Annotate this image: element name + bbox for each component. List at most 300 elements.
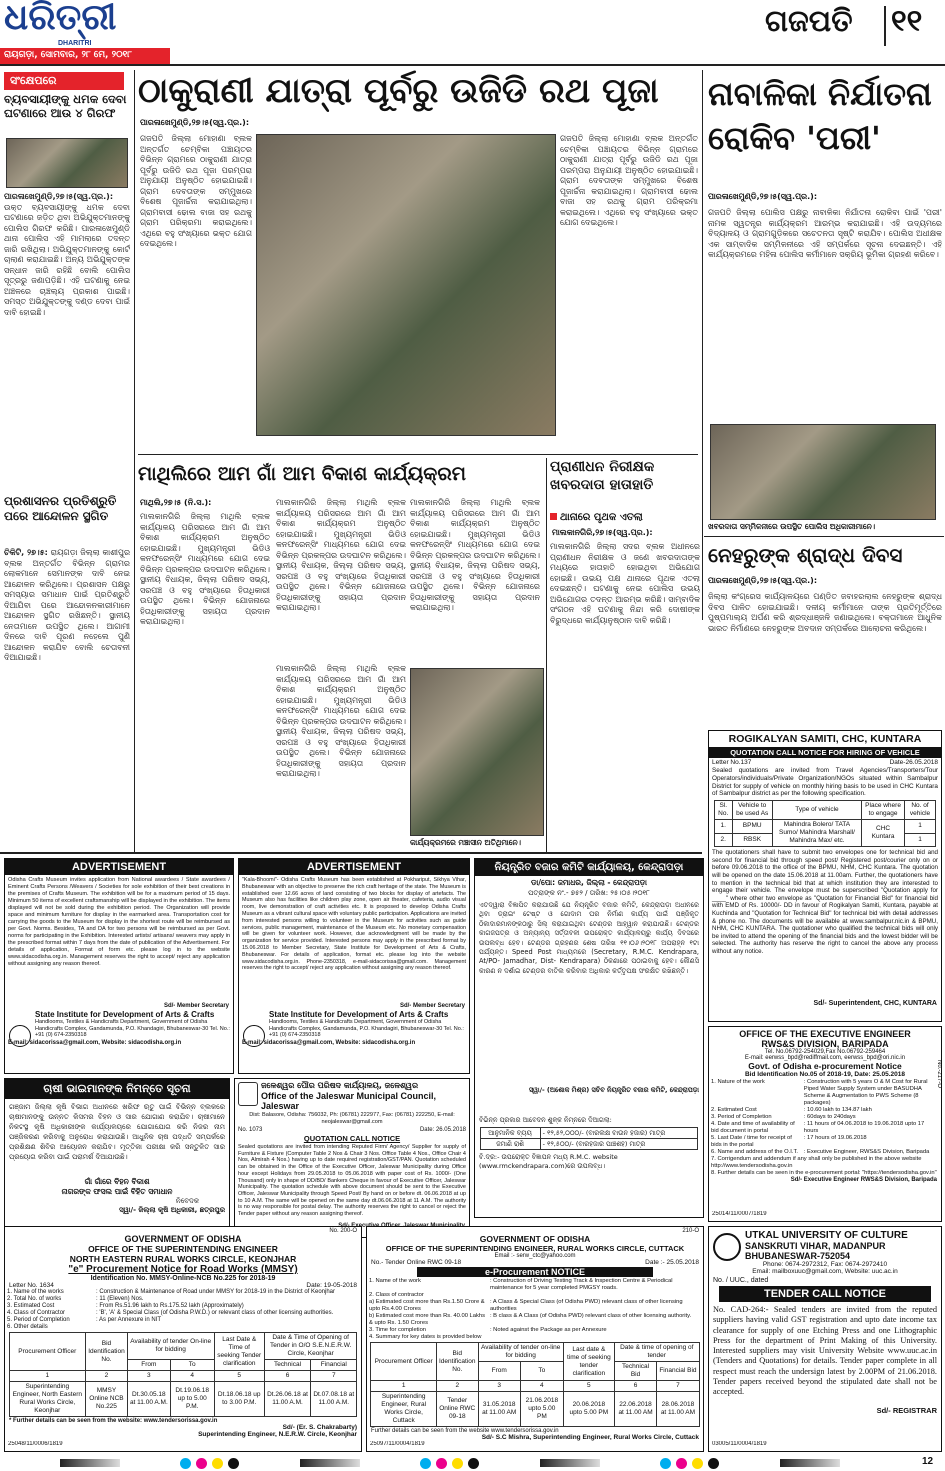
black-registration-dot xyxy=(468,1458,479,1469)
ad-utkal-phone: Phone: 0674-2972312, Fax: 0674-2972410 xyxy=(762,1261,888,1268)
mathili-body-col2: ମାଲକାନଗିରି ଜିଲ୍ଲା ମାଥିଲି ବ୍ଲକ କାର୍ଯ୍ୟାଳୟ ପରିସରରେ ଆମ ଗାଁ ଆମ ବିକାଶ କାର୍ଯ୍ୟକ୍ରମ ଅନୁଷ୍ଠିତ ହୋଇଯାଇଛି। ମୁଖ୍ୟମନ୍ତ୍ରୀ ଭିଡିଓ କନଫରେନ୍ସିଂ ମାଧ୍ୟମରେ ଯୋଗ ଦେଇ ବିଭିନ୍ନ ପ୍ରକଳ୍ପର ଉଦଘାଟନ କରିଥିଲେ। ସ୍ଥାନୀୟ ବିଧାୟକ, ଜିଲ୍ଲା ପରିଷଦ ସଭ୍ୟ, ସରପଞ୍ଚ ଓ ବହୁ ସଂଖ୍ୟାରେ ହିତାଧିକାରୀ ଉପସ୍ଥିତ ଥିଲେ। ବିଭିନ୍ନ ଯୋଜନାରେ ହିତାଧିକାରୀଙ୍କୁ ସହାୟତା ପ୍ରଦାନ କରାଯାଇଥିଲା। xyxy=(276,498,406,612)
table-cell: 1 xyxy=(904,833,936,847)
pranidhan-body: ମାଲକାନଗିରି ଜିଲ୍ଲା ସଦର ବ୍ଲକ ଅଧୀନରେ ପ୍ରାଣୀଧନ ନିରୀକ୍ଷକ ଓ ଜଣେ ଖବରଦାତାଙ୍କ ମଧ୍ୟରେ ହାତାହାତି ହୋଇଥିବା ଅଭିଯୋଗ ହୋଇଛି। ଉଭୟ ପକ୍ଷ ଥାନାରେ ପୃଥକ ଏତଲା ଦେଇଛନ୍ତି। ଘଟଣାକୁ ନେଇ ପୋଲିସ ଉଭୟ ଅଭିଯୋଗର ତଦନ୍ତ ଆରମ୍ଭ କରିଛି। ସାମ୍ବାଦିକ ସଂଗଠନ ଏହି ଘଟଣାକୁ ନିନ୍ଦା କରି ଦୋଷୀଙ୍କ ବିରୁଦ୍ଧରେ କାର୍ଯ୍ୟାନୁଷ୍ଠାନ ଦାବି କରିଛି। xyxy=(550,542,700,625)
table-cell: 1 xyxy=(904,820,936,834)
table-row xyxy=(709,1135,941,1149)
ad-keonjhar-refline xyxy=(5,1282,361,1289)
ad-keonjhar xyxy=(4,1226,362,1452)
ad-rwss xyxy=(708,1026,942,1222)
table-row xyxy=(480,1128,698,1139)
column-header: Last date & time of seeking tender clarification xyxy=(563,1343,614,1381)
table-cell: 5. Period of Completion xyxy=(7,1317,70,1323)
university-emblem-icon xyxy=(713,1233,741,1261)
ad-cuttack-details xyxy=(367,1278,703,1341)
column-header: Technical Bid xyxy=(614,1362,656,1381)
ad-jaleswar-title-or: ଜଳେଶ୍ୱର ପୌର ପରିଷଦ କାର୍ଯ୍ୟାଳୟ, ଜଳେଶ୍ୱର xyxy=(261,1081,419,1090)
column-header: Technical xyxy=(264,1360,310,1371)
ad-crafts-1-org: State Institute for Development of Arts & Crafts xyxy=(35,1010,215,1019)
yellow-registration-dot xyxy=(452,1458,463,1469)
table-cell: : 'B', 'A' & Special Class (of Odisha P.W.D.) or relevant class of other licensing authorities. xyxy=(96,1310,334,1316)
prashasana-dateline: ଚିକିଟି, ୨୭।୫: xyxy=(4,548,48,557)
magenta-registration-dot xyxy=(436,1458,447,1469)
prashasana-text: ରାୟଗଡ଼ା ଜିଲ୍ଲା କାଶୀପୁର ବ୍ଲକ ଅନ୍ତର୍ଗତ ବିଭିନ୍ନ ଗ୍ରାମର ଲୋକମାନେ ସେମାନଙ୍କ ଦାବି ନେଇ ଆନ୍ଦୋଳନ କରିଥିଲେ। ପ୍ରଶାସନ ପକ୍ଷରୁ ସମସ୍ୟାର ସମାଧାନ ପାଇଁ ପ୍ରତିଶ୍ରୁତି ଦିଆଯିବା ପରେ ଆନ୍ଦୋଳନକାରୀମାନେ ଆନ୍ଦୋଳନ ସ୍ଥଗିତ ରଖିଛନ୍ତି। ସ୍ଥାନୀୟ ନେତାମାନେ ଉପସ୍ଥିତ ଥିଲେ। ଆଗାମୀ ଦିନରେ ଦାବି ପୂରଣ ନହେଲେ ପୁଣି ଆନ୍ଦୋଳନ କରାଯିବ ବୋଲି ଚେତାବନୀ ଦିଆଯାଇଛି। xyxy=(4,548,130,662)
table-row xyxy=(9,1382,357,1417)
ad-crafts-1-org-sub: Handlooms, Textiles & Handicrafts Department, Government of Odisha Handicrafts Complex, Gandamunda, P.O. Khandagiri, Bhubaneswar-30 Tel. No.: +91 (0) 674-2350318 xyxy=(35,1019,230,1038)
table-row xyxy=(5,1324,361,1331)
page-number-bottom: 12 xyxy=(922,1456,934,1467)
black-registration-dot xyxy=(228,1458,239,1469)
page-number-top: ୧୧ xyxy=(891,4,923,39)
thakurani-body-col2: ଗଜପତି ଜିଲ୍ଲା ମୋହାଣା ବ୍ଲକ ଅନ୍ତର୍ଗତ ଚେମ୍ବିକା ପଞ୍ଚାୟତର ବିଭିନ୍ନ ଗ୍ରାମରେ ଠାକୁରାଣୀ ଯାତ୍ରା ପୂର୍ବରୁ ଉଜିଡି ରଥ ପୂଜା ପରମ୍ପରା ଅନୁଯାୟୀ ଅନୁଷ୍ଠିତ ହୋଇଯାଇଛି। ଗ୍ରାମ ଦେବତାଙ୍କ ସମ୍ମୁଖରେ ବିଶେଷ ପୂଜାର୍ଚ୍ଚନା କରାଯାଇଥିଲା। ଗ୍ରାମବାସୀ ଢୋଲ ବାଜା ସହ ରଥକୁ ଗ୍ରାମ ପରିକ୍ରମା କରାଇଥିଲେ। ଏଥିରେ ବହୁ ସଂଖ୍ୟାରେ ଭକ୍ତ ଯୋଗ ଦେଇଥିଲେ। xyxy=(560,134,698,227)
ad-jaleswar-body: Sealed quotations are invited from intending Reputed Firm/ Agency/ Supplier for supply of Furniture & Fixture (Computer Table 2 Nos & Chair 3 Nos. Office Table 4 Nos., Office Chair 4 Nos, Almirah 4 Nos.) having up to date required registration/GST/PAN. Quotation scheduled can be obtained in the Office of the Executive Officer, Jaleswar Municipality during Office hour except Holidays from 29.05.2018 to 05.06.2018 with paper cost of Rs. 1000/- (One Thousand) only in shape of DD/BD/ Bankers Cheque in favour of Executive Officer, Jaleswar Municipality. The quotation schedule with above document should be sent to the Executive Officer, Jaleswar Municipality through Speed Post/ By hand on or before dt. 06.06.2018 at up to 10 A.M. The same will be opened on the same day dt.06.06.2018 at 11 A.M. The authority is no way responsible for postal delay. The authority reserves the right to cancel or reject the Tender paper without any reason assigning thereof. xyxy=(238,1144,466,1218)
ad-jaleswar-refline xyxy=(235,1126,469,1134)
table-cell: 3 xyxy=(478,1381,520,1392)
ad-rogikalyan xyxy=(708,730,942,1022)
table-cell: 3. Period of Completion xyxy=(711,1114,772,1120)
ad-rogikalyan-body1: Sealed quotations are invited from Travel Agencies/Transporters/Tour Operators/individuals/Private Organization/NGOs situated within Sambalpur District for supply of vehicle on monthly hiring basis to be used in CHC Kuntara of Sambalpur district as per the following specification. xyxy=(712,767,938,798)
ad-keonjhar-circle: NORTH EASTERN RURAL WORKS CIRCLE, KEONJHAR xyxy=(69,1254,297,1264)
ad-keonjhar-gov: GOVERNMENT OF ODISHA xyxy=(124,1234,242,1244)
table-cell: 2 xyxy=(86,1371,128,1382)
ad-cuttack-office: OFFICE OF THE SUPERINTENDING ENGINEER, RURAL WORKS CIRCLE, CUTTACK xyxy=(385,1244,685,1253)
thakurani-photo xyxy=(256,134,556,436)
mathili-body-col1: ମାଲକାନଗିରି ଜିଲ୍ଲା ମାଥିଲି ବ୍ଲକ କାର୍ଯ୍ୟାଳୟ ପରିସରରେ ଆମ ଗାଁ ଆମ ବିକାଶ କାର୍ଯ୍ୟକ୍ରମ ଅନୁଷ୍ଠିତ ହୋଇଯାଇଛି। ମୁଖ୍ୟମନ୍ତ୍ରୀ ଭିଡିଓ କନଫରେନ୍ସିଂ ମାଧ୍ୟମରେ ଯୋଗ ଦେଇ ବିଭିନ୍ନ ପ୍ରକଳ୍ପର ଉଦଘାଟନ କରିଥିଲେ। ସ୍ଥାନୀୟ ବିଧାୟକ, ଜିଲ୍ଲା ପରିଷଦ ସଭ୍ୟ, ସରପଞ୍ଚ ଓ ବହୁ ସଂଖ୍ୟାରେ ହିତାଧିକାରୀ ଉପସ୍ଥିତ ଥିଲେ। ବିଭିନ୍ନ ଯୋଜନାରେ ହିତାଧିକାରୀଙ୍କୁ ସହାୟତା ପ୍ରଦାନ କରାଯାଇଥିଲା। xyxy=(140,512,270,626)
ad-rwss-signature: Sd/- Executive Engineer RWS&S Division, Baripada xyxy=(790,1177,937,1183)
mathili-dateline: ମାଥିଲି,୨୭।୫ (ନି.ସ.): xyxy=(140,498,212,507)
ad-cuttack-footer: Further details can be seen from the website www.tendersorissa.gov.in xyxy=(371,1428,559,1434)
ad-keonjhar-header-no: No. 200-O xyxy=(329,1228,357,1234)
column-header: Procurement Officer xyxy=(9,1333,86,1371)
yellow-registration-dot xyxy=(212,1458,223,1469)
table-row xyxy=(367,1299,703,1313)
table-cell: : B class & A Class (of Odisha PWD) relevant class of other licensing authority. xyxy=(489,1313,692,1319)
table-row xyxy=(709,1114,941,1121)
column-header: Availability of tender on-line for bidding xyxy=(478,1343,563,1362)
table-row xyxy=(9,1371,357,1382)
nabalika-caption: ଖବରଦାତା ସମ୍ମିଳନୀରେ ଉପସ୍ଥିତ ପୋଲିସ ଅଧିକାରୀମାନେ। xyxy=(708,522,876,531)
table-cell: ଜମାଣି ରାଶି xyxy=(480,1139,540,1150)
table-cell: 6 xyxy=(264,1371,310,1382)
column-header: From xyxy=(127,1360,170,1371)
ad-utkal xyxy=(708,1226,942,1452)
table-row xyxy=(5,1289,361,1296)
table-row xyxy=(371,1381,699,1392)
ad-rwss-notice: Govt. of Odisha e-procurement Notice xyxy=(748,1061,902,1071)
table-cell: BPMU xyxy=(732,820,772,834)
grey-scale-bar xyxy=(300,1459,360,1467)
sidac-logo-icon xyxy=(243,1025,265,1047)
ad-jaleswar xyxy=(234,1078,470,1238)
table-cell xyxy=(94,1324,361,1331)
ad-keonjhar-ident: Identification No. MMSY-Online-NCB No.225 for 2018-19 xyxy=(90,1275,276,1282)
table-cell: MMSY Online NCB No.225 xyxy=(86,1382,128,1417)
table-cell: 6. Other details xyxy=(7,1324,48,1330)
table-cell: 4. Summary for key dates is provided below xyxy=(369,1334,482,1340)
table-cell: : Construction with 5 years O & M Cost for Rural Piped Water Supply System under BASUDHA Scheme & Augmentation to PWS Scheme (8 packages) xyxy=(803,1079,928,1106)
ad-cuttack-gov: GOVERNMENT OF ODISHA xyxy=(479,1234,591,1244)
table-cell: Superintending Engineer, Rural Works Circle, Cuttack xyxy=(371,1392,437,1427)
ad-crafts-2-title: ADVERTISEMENT xyxy=(239,859,469,875)
magenta-registration-dot xyxy=(196,1458,207,1469)
table-row xyxy=(480,1139,698,1150)
table-cell: 20.06.2018 upto 5.00 PM xyxy=(563,1392,614,1427)
section-name: ଗଜପତି xyxy=(765,4,853,39)
table-header-row xyxy=(9,1333,357,1360)
ad-cuttack-refline xyxy=(367,1259,703,1266)
newspaper-logo: ଧରିତ୍ରୀ xyxy=(4,0,117,38)
nehru-body: ଜିଲ୍ଲା କଂଗ୍ରେସ କାର୍ଯ୍ୟାଳୟରେ ପଣ୍ଡିତ ଜବାହରଲାଲ ନେହରୁଙ୍କ ଶ୍ରାଦ୍ଧ ଦିବସ ପାଳିତ ହୋଇଯାଇଛି। ଦଳୀୟ କର୍ମୀମାନେ ତାଙ୍କ ପ୍ରତିମୂର୍ତ୍ତିରେ ପୁଷ୍ପମାଲ୍ୟ ଅର୍ପଣ କରି ଶ୍ରଦ୍ଧାଞ୍ଜଳି ଜଣାଇଥିଲେ। ବକ୍ତାମାନେ ଆଧୁନିକ ଭାରତ ନିର୍ମାଣରେ ନେହରୁଙ୍କ ଅବଦାନ ସମ୍ପର୍କରେ ଆଲୋଚନା କରିଥିଲେ। xyxy=(708,592,942,633)
ad-rwss-tel: Tel. No.06792-254029,Fax No.06792-259464 xyxy=(764,1049,886,1055)
dateline-text: ରାୟଗଡ଼ା, ସୋମବାର, ୨୮ ମେ, ୨୦୧୮ xyxy=(4,50,132,60)
ad-rwss-side-code: No.-217-O xyxy=(936,1060,942,1089)
table-header-row xyxy=(371,1343,699,1362)
ad-kendrapara-footer: ବି.ଦ୍ର:- ଉପରୋକ୍ତ ବିଜ୍ଞାପନ ମଧ୍ୟ R.M.C. website (www.rmckendrapara.com)ରେ ଉପଲବ୍ଧ। xyxy=(479,1153,618,1170)
column-header: Bid Identification No. xyxy=(86,1333,128,1371)
column-header: Place where to engage xyxy=(862,801,904,820)
table-row xyxy=(5,1303,361,1310)
mathili-body-col3: ମାଲକାନଗିରି ଜିଲ୍ଲା ମାଥିଲି ବ୍ଲକ କାର୍ଯ୍ୟାଳୟ ପରିସରରେ ଆମ ଗାଁ ଆମ ବିକାଶ କାର୍ଯ୍ୟକ୍ରମ ଅନୁଷ୍ଠିତ ହୋଇଯାଇଛି। ମୁଖ୍ୟମନ୍ତ୍ରୀ ଭିଡିଓ କନଫରେନ୍ସିଂ ମାଧ୍ୟମରେ ଯୋଗ ଦେଇ ବିଭିନ୍ନ ପ୍ରକଳ୍ପର ଉଦଘାଟନ କରିଥିଲେ। ସ୍ଥାନୀୟ ବିଧାୟକ, ଜିଲ୍ଲା ପରିଷଦ ସଭ୍ୟ, ସରପଞ୍ଚ ଓ ବହୁ ସଂଖ୍ୟାରେ ହିତାଧିକାରୀ ଉପସ୍ଥିତ ଥିଲେ। ବିଭିନ୍ନ ଯୋଜନାରେ ହିତାଧିକାରୀଙ୍କୁ ସହାୟତା ପ୍ରଦାନ କରାଯାଇଥିଲା। xyxy=(410,498,540,612)
ad-keonjhar-office: OFFICE OF THE SUPERINTENDING ENGINEER xyxy=(88,1244,278,1254)
newspaper-logo-sub: DHARITRI xyxy=(58,40,92,47)
table-cell: : Noted against the Package as per Annexure xyxy=(489,1327,607,1333)
table-row xyxy=(714,820,936,834)
table-cell: 3. Time for completion xyxy=(369,1327,427,1333)
ad-jaleswar-no: No. 1073 xyxy=(238,1127,263,1133)
thakurani-bottom-rule xyxy=(138,454,698,455)
table-cell: Dt.19.06.18 up to 5.00 P.M. xyxy=(170,1382,214,1417)
ad-keonjhar-code: 25048/11/0006/1819 xyxy=(8,1441,63,1447)
table-row xyxy=(709,1079,941,1107)
table-cell: : A Class & Special Class (of Odisha PWD) relevant class of other licensing authorities xyxy=(489,1299,683,1312)
table-cell: Mahindra Bolero/ TATA Sumo/ Mahindra Marshall/ Mahindra Max/ etc. xyxy=(772,820,862,847)
ad-cuttack-date: Date :- 25.05.2018 xyxy=(645,1259,699,1266)
grey-scale-bar xyxy=(780,1459,840,1467)
ad-jaleswar-title: Office of the Jaleswar Municipal Council, Jaleswar xyxy=(261,1091,437,1111)
table-cell: RBSK xyxy=(732,833,772,847)
table-row xyxy=(367,1278,703,1292)
table-cell: 4. Class of Contractor xyxy=(7,1310,66,1316)
ad-cuttack-email: Email :- serw_ctc@yahoo.com xyxy=(494,1253,576,1259)
column-header: To xyxy=(170,1360,214,1371)
column-header: Financial xyxy=(311,1360,357,1371)
brief-dateline: ପାରଳାଖେମୁଣ୍ଡି,୨୭।୫(ସ୍ୱ.ପ୍ର.): xyxy=(4,192,114,201)
mathili-caption: କାର୍ଯ୍ୟକ୍ରମରେ ମଞ୍ଚାସୀନ ଅତିଥିମାନେ। xyxy=(410,838,522,847)
ad-rogikalyan-signature: Sd/- Superintendent, CHC, KUNTARA xyxy=(813,1000,937,1008)
ad-crafts-1-title: ADVERTISEMENT xyxy=(5,859,233,875)
table-row xyxy=(367,1327,703,1334)
table-cell: 1. Name of the works xyxy=(7,1289,64,1295)
ad-rogikalyan-letter: Letter No.137 xyxy=(712,759,752,766)
footer-strip xyxy=(0,1456,945,1471)
table-cell: 31.05.2018 at 11.00 AM xyxy=(478,1392,520,1427)
ad-rwss-code: 25014/11/0007/1819 xyxy=(712,1211,767,1217)
ad-keonjhar-signature: Sd/- (Er. S. Chakrabarty) xyxy=(282,1424,357,1431)
column-header: Financial Bid xyxy=(657,1362,699,1381)
pranidhan-subhead-text: ଥାନାରେ ପୃଥକ ଏତଲା xyxy=(560,512,643,523)
ad-jaleswar-notice: QUOTATION CALL NOTICE xyxy=(303,1134,401,1143)
table-cell: : 60days to 240days xyxy=(803,1114,856,1120)
ad-kendrapara-table-note: ବିଭିନ୍ନ ପ୍ରକାର ଆବେଦନ ଶୁଳ୍କ ନିମ୍ନରେ ଦିଆଗଲା: xyxy=(479,1116,612,1124)
ad-kendrapara-title: ନିୟନ୍ତ୍ରିତ ବଜାର କମିଟି କାର୍ଯ୍ୟାଳୟ, କେନ୍ଦ୍ରାପଡ଼ା xyxy=(475,859,703,876)
column-header: Sl. No. xyxy=(714,801,732,820)
pranidhan-bullet xyxy=(550,513,557,520)
table-cell: 5 xyxy=(563,1381,614,1392)
table-cell: Dt.26.06.18 at 11.00 A.M. xyxy=(264,1382,310,1417)
ad-keonjhar-notice: "e" Procurement Notice for Road Works (MMSY) xyxy=(68,1264,298,1275)
ad-kendrapara-signature: ସ୍ୱା/- (ଅଶୋକ ମିଶ୍ର) ସଚିବ ନିୟନ୍ତ୍ରିତ ବଜାର କମିଟି, କେନ୍ଦ୍ରାପଡ଼ା xyxy=(528,1086,699,1094)
ad-rogikalyan-refline xyxy=(709,758,941,767)
table-cell: 2. xyxy=(714,833,732,847)
ad-keonjhar-sig-title: Superintending Engineer, N.E.R.W. Circle, Keonjhar xyxy=(198,1431,357,1438)
table-row xyxy=(709,1170,941,1177)
ad-utkal-title2: SANSKRUTI VIHAR, MADANPUR xyxy=(745,1241,886,1251)
table-cell: 3 xyxy=(127,1371,170,1382)
table-cell: : Executive Engineer, RWS&S Division, Baripada xyxy=(803,1149,930,1155)
table-cell: b) Estimated cost more than Rs. 40.00 Lakhs & upto Rs. 1.50 Crores xyxy=(369,1313,485,1326)
table-cell: : Construction & Maintenance of Road under MMSY for 2018-19 in the District of Keonjhar xyxy=(96,1289,336,1295)
column-header: Procurement Officer xyxy=(371,1343,437,1381)
table-cell: : Construction of Driving Testing Track & Inspection Centre & Periodical maintenance for 5 year completed PMGSY roads. xyxy=(489,1278,673,1291)
brief-body xyxy=(4,192,130,492)
prashasana-body xyxy=(4,548,130,854)
pranidhan-headline: ପ୍ରାଣୀଧନ ନିରୀକ୍ଷକ ଖବରଦାତା ହାତାହାତି xyxy=(550,459,655,493)
table-cell: 4 xyxy=(520,1381,563,1392)
ad-kendrapara-ref: ପତ୍ରାଙ୍କ ନଂ.- ୭୫୨ / ତାରିଖ: ୨୫।୦୫।୨୦୧୮ xyxy=(528,889,650,897)
ad-cuttack-code-top: 210-O xyxy=(682,1228,699,1234)
table-cell: 7 xyxy=(311,1371,357,1382)
table-row xyxy=(5,1310,361,1317)
ad-cuttack-signature: Sd/- S.C Mishra, Superintending Engineer, Rural Works Circle, Cuttack xyxy=(481,1434,699,1441)
table-cell: CHC Kuntara xyxy=(862,820,904,847)
ad-krushi xyxy=(4,1078,230,1238)
ad-utkal-notice: TENDER CALL NOTICE xyxy=(719,1286,931,1302)
ad-crafts-2 xyxy=(238,858,470,1074)
table-cell: 8. Further details can be seen in the e-procurement portal: "https://tendersodisha.gov.in" xyxy=(711,1170,937,1176)
column-header: From xyxy=(478,1362,520,1381)
column-header: Date & time of opening of tender xyxy=(614,1343,699,1362)
table-row xyxy=(367,1292,703,1299)
column-header: Date & Time of Opening of Tender in O/O S.E.N.E.R.W. Circle, Keonjhar xyxy=(264,1333,357,1360)
ad-kendrapara xyxy=(474,858,704,1218)
table-cell: 2. Total No. of works xyxy=(7,1296,62,1302)
nabalika-body: ଗଜପତି ଜିଲ୍ଲା ପୋଲିସ ପକ୍ଷରୁ ନାବାଳିକା ନିର୍ଯାତନା ରୋକିବା ପାଇଁ 'ପରୀ' ନାମକ ସ୍ୱତନ୍ତ୍ର କାର୍ଯ୍ୟକ୍ରମ ଆରମ୍ଭ କରାଯାଇଛି। ଏହି ଉଦ୍ୟମରେ ବିଦ୍ୟାଳୟ ଓ ଗ୍ରାମଗୁଡ଼ିକରେ ସଚେତନତା ସୃଷ୍ଟି କରାଯିବ। ପୋଲିସ ଅଧୀକ୍ଷକ ଏକ ସାମ୍ବାଦିକ ସମ୍ମିଳନୀରେ ଏହି ସମ୍ପର୍କରେ ସୂଚନା ଦେଇଛନ୍ତି। ଏହି କାର୍ଯ୍ୟକ୍ରମରେ ମହିଳା ପୋଲିସ କର୍ମୀମାନେ ସକ୍ରିୟ ଭୂମିକା ଗ୍ରହଣ କରିବେ। xyxy=(708,208,942,259)
table-cell: 28.06.2018 at 11.00 AM xyxy=(657,1392,699,1427)
ad-cuttack-tender-no: No.- Tender Online RWC 09-18 xyxy=(371,1259,462,1266)
table-row xyxy=(709,1149,941,1156)
table-cell: 7. Corrigendum and addendum if any shall only be published in the above website http://www.tendersodisha.gov.in xyxy=(711,1156,922,1169)
table-cell: : 17 hours of 19.06.2018 xyxy=(803,1135,867,1141)
table-cell: - ୧୨,୫୦୦/- (ବାରହଜାର ପାଞ୍ଚଶହ) ମାତ୍ର xyxy=(540,1139,698,1150)
grey-scale-bar xyxy=(540,1459,600,1467)
table-cell: Dt.30.05.18 at 11.00 A.M. xyxy=(127,1382,170,1417)
ad-utkal-no: No. / UUC., dated xyxy=(713,1277,769,1284)
table-row xyxy=(5,1317,361,1324)
table-cell: 6 xyxy=(614,1381,656,1392)
table-cell: 3. Estimated Cost xyxy=(7,1303,55,1309)
column-header: Availability of tender On-line for bidding xyxy=(127,1333,214,1360)
nehru-headline: ନେହରୁଙ୍କ ଶ୍ରାଦ୍ଧ ଦିବସ xyxy=(708,543,903,567)
ad-cuttack xyxy=(366,1226,704,1452)
table-cell: : 11 hours of 04.06.2018 to 19.06.2018 upto 17 hours xyxy=(803,1121,925,1134)
table-cell: 22.06.2018 at 11.00 AM xyxy=(614,1392,656,1427)
cyan-registration-dot xyxy=(420,1458,431,1469)
table-cell: : As per Annexure in NIT xyxy=(96,1317,162,1323)
brief-label: ସଂକ୍ଷେପରେ xyxy=(4,72,124,90)
ad-crafts-1 xyxy=(4,858,234,1074)
table-cell: 2 xyxy=(437,1381,479,1392)
mathili-photo xyxy=(410,668,544,836)
mathili-headline: ମାଥିଲିରେ ଆମ ଗାଁ ଆମ ବିକାଶ କାର୍ଯ୍ୟକ୍ରମ xyxy=(138,463,466,485)
ad-rogikalyan-subtitle: QUOTATION CALL NOTICE FOR HIRING OF VEHICLE xyxy=(709,747,941,758)
table-cell: Dt.07.08.18 at 11.00 A.M. xyxy=(311,1382,357,1417)
table-cell: 1 xyxy=(9,1371,86,1382)
table-row xyxy=(709,1156,941,1170)
table-cell: 6. Name and address of the O.I.T. xyxy=(711,1149,798,1155)
table-cell: 2. Estimated Cost xyxy=(711,1107,757,1113)
jaleswar-emblem-icon xyxy=(238,1082,258,1106)
yellow-registration-dot xyxy=(692,1458,703,1469)
table-row xyxy=(367,1334,703,1341)
section-divider xyxy=(884,6,886,46)
table-cell: 1. Nature of the work xyxy=(711,1079,765,1085)
table-cell: 1. Name of the work xyxy=(369,1278,421,1284)
ad-crafts-1-body: Odisha Crafts Museum invites application from National awardees / State awardees / Eminent Crafts Persons /Weavers / Societies for sole exhibition of their best creations in the premises of Crafts Museum. The exhibition will be for a maximum period of 15 days. Minimum 50 items of excellent craftsmanship will be displayed in the exhibition. The items displayed will not be sold during the exhibition period. The Organization will provide space and minimum furniture for display in the earmarked area. Transportation cost for carrying the goods to the Museum for display in the shortest route will be reimbursed as per Govt. Norms. Besides, TA and DA for two persons will be reimbursed as per Govt. norms for participating in the Exhibition. Interested artists/ artisans/ weavers may apply in the prescribed format within 7 days from the date of publication of the Advertisement. For details of application, Format of form etc. please log in to the website www.sidacodisha.org.in. Management reserves the right to accept/ reject any application without assigning any reason thereof. xyxy=(8,877,230,967)
ad-krushi-signature: ସ୍ୱା/- ଜିଲ୍ଲା କୃଷି ଅଧିକାରୀ, ଛତ୍ରପୁର xyxy=(119,1206,225,1214)
ad-crafts-2-contact: E-mail: sidacorissa@gmail.com, Website: sidacodisha.org.in xyxy=(242,1039,416,1046)
ad-keonjhar-footer: * Further details can be seen from the website: www.tendersorissa.gov.in xyxy=(9,1418,218,1424)
ad-crafts-1-contact: E-mail: sidacorissa@gmail.com, Website: sidacodisha.org.in xyxy=(8,1039,182,1046)
table-cell: Superintending Engineer, North Eastern Rural Works Circle, Keonjhar xyxy=(9,1382,86,1417)
table-row xyxy=(371,1392,699,1427)
grey-scale-bar xyxy=(60,1459,120,1467)
ad-krushi-slogan2: ନାଗରଙ୍କ ଫସଲ ପାଇଁ ବିହିତ ସମାଧାନ xyxy=(61,1187,173,1196)
ad-crafts-1-signature: Sd/- Member Secretary xyxy=(163,1003,229,1009)
pranidhan-rule xyxy=(546,458,547,852)
ad-keonjhar-details xyxy=(5,1289,361,1331)
ad-rwss-details xyxy=(709,1079,941,1177)
ad-rwss-title: OFFICE OF THE EXECUTIVE ENGINEER xyxy=(739,1029,911,1039)
pranidhan-dateline: ମାଲକାନଗିରି,୨୭।୫(ସ୍ୱ.ପ୍ର.): xyxy=(552,528,653,537)
ad-krushi-title: ଚାଷୀ ଭାଇମାନଙ୍କ ନିମନ୍ତେ ସୂଚନା xyxy=(5,1079,229,1099)
masthead xyxy=(0,0,945,66)
sidac-logo-icon xyxy=(9,1025,31,1047)
ad-krushi-slogan1: ଗାଁ ଗାଁରେ ବିହନ ବିକାଶ xyxy=(84,1177,150,1186)
ad-kendrapara-subtitle: ଡା/ପୋ: ଜମାଧର, ଜିଲ୍ଲା - କେନ୍ଦ୍ରାପଡ଼ା xyxy=(531,878,647,887)
ad-cuttack-code: 25097/11/0004/1819 xyxy=(370,1441,425,1447)
ad-rogikalyan-title: ROGIKALYAN SAMITI, CHC, KUNTARA xyxy=(728,733,922,745)
masthead-rule xyxy=(0,64,945,66)
ad-rogikalyan-body2: The quotationers shall have to submit two envelopes one for technical bid and second for financial bid through speed post/ Registered post/courier only on or before 09.06.2018 to the office of the BPMU, NHM, CHC Kuntara. The quotation will be opened on the date 15.06.2018 at 11.00am. Further, the quotationers have to mention in the technical bid that at which institution they are interested to engage their vehicle. The envelope must be superscribed "Quotation apply for ____" where other two envelope as "Quotation for Financial Bid" for financial bid with EMD of Rs. 10000/- DD in favour of Rogikalyan Samiti, Kuntara, payable at Kuchinda and "Quotation for Technical Bid" for technical bid with detail addresses & phone no. The documents will be available at www.sambalpur.nic.in & BPMU, NHM, CHC KUNTARA. The quotationer who qualified the technical bids will only be invited to attend the opening of the financial bids and the lowest bidder will be selected. The authority has reserve the right to cancel the above any process without any notice. xyxy=(712,849,938,955)
table-cell: 7 xyxy=(657,1381,699,1392)
left-column-rule xyxy=(134,70,135,852)
column-header: Bid Identification No. xyxy=(437,1343,479,1381)
ad-rogikalyan-date: Date-26.05.2018 xyxy=(889,759,938,766)
ad-krushi-body: ଗଞ୍ଜାମ ଜିଲ୍ଲା କୃଷି ବିଭାଗ ଅଧୀନରେ ଖରିଫ ଋତୁ ପାଇଁ ବିଭିନ୍ନ ବ୍ଲକରେ ଚାଷୀମାନଙ୍କୁ ଉନ୍ନତ କିସମର ବିହନ ଓ ସାର ଯୋଗାଣ କରାଯିବ। ଚାଷୀମାନେ ନିକଟସ୍ଥ କୃଷି ଅଧିକାରୀଙ୍କ କାର୍ଯ୍ୟାଳୟରେ ଯୋଗାଯୋଗ କରି ନିଜର ନାମ ପଞ୍ଜିକରଣ କରିବାକୁ ଅନୁରୋଧ କରାଯାଉଛି। ଆଧୁନିକ ଚାଷ ପଦ୍ଧତି ସମ୍ପର୍କରେ ପ୍ରଶିକ୍ଷଣ ଶିବିର ଆୟୋଜନ କରାଯିବ। ମୃତ୍ତିକା ପରୀକ୍ଷା କରି ସନ୍ତୁଳିତ ସାର ପ୍ରୟୋଗ କରିବା ପାଇଁ ପରାମର୍ଶ ଦିଆଯାଉଛି। xyxy=(9,1103,225,1161)
table-cell: ଆନୁମାନିକ ବ୍ୟୟ xyxy=(480,1128,540,1139)
mathili-body-col4: ମାଲକାନଗିରି ଜିଲ୍ଲା ମାଥିଲି ବ୍ଲକ କାର୍ଯ୍ୟାଳୟ ପରିସରରେ ଆମ ଗାଁ ଆମ ବିକାଶ କାର୍ଯ୍ୟକ୍ରମ ଅନୁଷ୍ଠିତ ହୋଇଯାଇଛି। ମୁଖ୍ୟମନ୍ତ୍ରୀ ଭିଡିଓ କନଫରେନ୍ସିଂ ମାଧ୍ୟମରେ ଯୋଗ ଦେଇ ବିଭିନ୍ନ ପ୍ରକଳ୍ପର ଉଦଘାଟନ କରିଥିଲେ। ସ୍ଥାନୀୟ ବିଧାୟକ, ଜିଲ୍ଲା ପରିଷଦ ସଭ୍ୟ, ସରପଞ୍ଚ ଓ ବହୁ ସଂଖ୍ୟାରେ ହିତାଧିକାରୀ ଉପସ୍ଥିତ ଥିଲେ। ବିଭିନ୍ନ ଯୋଜନାରେ ହିତାଧିକାରୀଙ୍କୁ ସହାୟତା ପ୍ରଦାନ କରାଯାଇଥିଲା। xyxy=(276,664,406,778)
ad-jaleswar-date: Date: 26.05.2018 xyxy=(419,1127,466,1133)
ad-utkal-email: Email: mailboxuuc@gmail.com, Website: uuc.ac.in xyxy=(752,1268,898,1275)
table-cell: 4 xyxy=(170,1371,214,1382)
ad-utkal-body: No. CAD-264:- Sealed tenders are invited from the reputed suppliers having valid GST registration and upto date income tax clearance for supply of one Etching Press and one Lithographic Press for the department of Print Making of this University. Interested suppliers may visit University Website www.uuc.ac.in (Tenders and Quotations) for details. Tender paper complete in all respect must reach the undersign latest by 2.00PM of 21.06.2018. Tender papers received beyond the stipulated date shall not be accepted. xyxy=(713,1305,937,1397)
ad-crafts-2-org-sub: Handlooms, Textiles & Handicrafts Department, Government of Odisha Handicrafts Complex, Gandamunda, P.O. Khandagiri, Bhubaneswar-30 Tel. No.: +91 (0) 674-2350318 xyxy=(269,1019,464,1038)
table-cell: Dt.18.06.18 up to 3.00 P.M. xyxy=(214,1382,264,1417)
nehru-dateline: ପାରଳାଖେମୁଣ୍ଡି,୨୭।୫(ସ୍ୱ.ପ୍ର.): xyxy=(708,576,818,585)
ad-rwss-title2: RWS&S DIVISION, BARIPADA xyxy=(761,1039,889,1049)
ad-krushi-sig-role: ନିବେଦକ xyxy=(175,1197,199,1205)
ad-utkal-code: 03005/11/0004/1819 xyxy=(712,1441,767,1447)
brief-text: ଉକ୍ତ ବ୍ୟବସାୟୀଙ୍କୁ ଧମକ ଦେବା ଘଟଣାରେ ଜଡ଼ିତ ଥିବା ଅଭିଯୁକ୍ତମାନଙ୍କୁ ପୋଲିସ ଗିରଫ କରିଛି। ପାରଳାଖେମୁଣ୍ଡି ଥାନା ପୋଲିସ ଏହି ମାମଲାରେ ତଦନ୍ତ ଜାରି ରଖିଥିଲା। ଅଭିଯୁକ୍ତମାନଙ୍କୁ କୋର୍ଟ ଚାଲାଣ କରାଯାଇଛି। ଅନ୍ୟ ଅଭିଯୁକ୍ତଙ୍କ ସନ୍ଧାନ ଜାରି ରହିଛି ବୋଲି ପୋଲିସ ସୂତ୍ରରୁ ଜଣାପଡ଼ିଛି। ଏହି ଘଟଣାକୁ ନେଇ ଅଞ୍ଚଳରେ ଚାଞ୍ଚଲ୍ୟ ପ୍ରକାଶ ପାଇଛି। ସମସ୍ତ ଅଭିଯୁକ୍ତଙ୍କୁ ଦଣ୍ଡ ଦେବା ପାଇଁ ଦାବି ହୋଇଛି। xyxy=(4,202,130,317)
ad-rwss-bid-id: Bid Identification No.05 of 2018-19, Date: 25.05.2018 xyxy=(744,1071,906,1078)
ad-cuttack-notice: e-Procurement NOTICE xyxy=(417,1267,653,1277)
ad-kendrapara-table xyxy=(480,1127,699,1150)
column-header: Vehicle to be used As xyxy=(732,801,772,820)
thakurani-headline: ଠାକୁରାଣୀ ଯାତ୍ରା ପୂର୍ବରୁ ଉଜିଡି ରଥ ପୂଜା xyxy=(138,71,659,111)
column-header: No. of vehicle xyxy=(904,801,936,820)
table-cell: 1. xyxy=(714,820,732,834)
brief-photo xyxy=(6,138,128,188)
table-cell: a) Estimated cost more than Rs.1.50 Crore & upto Rs.4.00 Crores xyxy=(369,1299,485,1312)
news-bottom-rule xyxy=(0,852,702,854)
table-cell: 4. Date and time of availability of bid document in portal xyxy=(711,1121,795,1134)
ad-jaleswar-sub: Dist: Balasore, Odisha: 756032, Ph: (06781) 222977, Fax: (06781) 222250, E-mail: neojaleswar@gmail.com xyxy=(249,1112,455,1125)
cyan-registration-dot xyxy=(660,1458,671,1469)
table-row xyxy=(709,1107,941,1114)
table-cell: : 11 (Eleven) Nos. xyxy=(96,1296,144,1302)
table-row xyxy=(367,1313,703,1327)
black-registration-dot xyxy=(708,1458,719,1469)
prashasana-headline: ପ୍ରଶାସନର ପ୍ରତିଶ୍ରୁତି ପରେ ଆନ୍ଦୋଳନ ସ୍ଥଗିତ xyxy=(4,494,117,523)
magenta-registration-dot xyxy=(676,1458,687,1469)
ad-keonjhar-table xyxy=(9,1332,358,1417)
table-row xyxy=(5,1296,361,1303)
table-header-row xyxy=(714,801,936,820)
right-column-rule xyxy=(702,70,703,620)
table-cell: - ୧୨,୫୨,୦୦୦/- (ବାରଲକ୍ଷ ବାଉନ ହଜାର) ମାତ୍ର xyxy=(540,1128,698,1139)
ad-crafts-2-org: State Institute for Development of Arts & Crafts xyxy=(269,1010,449,1019)
ad-utkal-signature: Sd/- REGISTRAR xyxy=(876,1406,937,1415)
column-header: Type of vehicle xyxy=(772,801,862,820)
thakurani-dateline: ପାରଳାଖେମୁଣ୍ଡି,୨୭।୫(ସ୍ୱ.ପ୍ର.): xyxy=(140,118,250,127)
nabalika-photo xyxy=(710,424,936,520)
ad-keonjhar-date: Date: 19-05-2018 xyxy=(306,1282,357,1289)
table-cell: : 10.60 lakh to 134.87 lakh xyxy=(803,1107,872,1113)
nabalika-headline: ନାବାଳିକା ନିର୍ଯାତନା ରୋକିବ 'ପରୀ' xyxy=(708,75,932,157)
ad-utkal-title3: BHUBANESWAR-752054 xyxy=(745,1251,851,1261)
column-header: To xyxy=(520,1362,563,1381)
table-cell: 21.06.2018 upto 5.00 PM xyxy=(520,1392,563,1427)
thakurani-body-col1: ଗଜପତି ଜିଲ୍ଲା ମୋହାଣା ବ୍ଲକ ଅନ୍ତର୍ଗତ ଚେମ୍ବିକା ପଞ୍ଚାୟତର ବିଭିନ୍ନ ଗ୍ରାମରେ ଠାକୁରାଣୀ ଯାତ୍ରା ପୂର୍ବରୁ ଉଜିଡି ରଥ ପୂଜା ପରମ୍ପରା ଅନୁଯାୟୀ ଅନୁଷ୍ଠିତ ହୋଇଯାଇଛି। ଗ୍ରାମ ଦେବତାଙ୍କ ସମ୍ମୁଖରେ ବିଶେଷ ପୂଜାର୍ଚ୍ଚନା କରାଯାଇଥିଲା। ଗ୍ରାମବାସୀ ଢୋଲ ବାଜା ସହ ରଥକୁ ଗ୍ରାମ ପରିକ୍ରମା କରାଇଥିଲେ। ଏଥିରେ ବହୁ ସଂଖ୍ୟାରେ ଭକ୍ତ ଯୋଗ ଦେଇଥିଲେ। xyxy=(140,134,252,248)
ad-rogikalyan-table xyxy=(714,800,937,847)
pranidhan-subhead xyxy=(550,512,700,526)
ad-kendrapara-body: ଏତଦ୍ୱାରା ବିଜ୍ଞାପିତ କରାଯାଉଛି ଯେ ନିୟନ୍ତ୍ରିତ ବଜାର କମିଟି, କେନ୍ଦ୍ରାପଡ଼ା ଅଧୀନରେ ଥିବା ଡ୍ରାଇଂ ଟେଷ୍ଟ ଓ ଗୋଦାମ ଘର ନିର୍ମାଣ କାର୍ଯ୍ୟ ପାଇଁ ପଞ୍ଜିକୃତ ଠିକାଦାରମାନଙ୍କଠାରୁ ସିଲ୍‌ କରାଯାଇଥିବା ଟେଣ୍ଡର ଆହ୍ୱାନ କରାଯାଉଛି। ଟେଣ୍ଡର କାଗଜପତ୍ର ଓ ଅନ୍ୟାନ୍ୟ ସର୍ତ୍ତାବଳୀ ଉପରୋକ୍ତ କାର୍ଯ୍ୟାଳୟରୁ କାର୍ଯ୍ୟ ଦିବସରେ ଉପଲବ୍ଧ ହେବ। ଟେଣ୍ଡର ଗ୍ରହଣର ଶେଷ ତାରିଖ ୧୧।୦୬।୨୦୧୮ ଅପରାହ୍ନ ୧ଟା ପର୍ଯ୍ୟନ୍ତ। Speed Post ମାଧ୍ୟମରେ (Secretary, R.M.C. Kendrapara, At/PO- Jamadhar, Dist- Kendrapara) ଠିକଣାରେ ପଠାଇବାକୁ ହେବ। କୌଣସି କାରଣ ନ ଦର୍ଶାଇ ଟେଣ୍ଡର ବାତିଲ କରିବାର ଅଧିକାର କର୍ତ୍ତୃପକ୍ଷ ସଂରକ୍ଷିତ ରଖିଛନ୍ତି। xyxy=(479,901,699,975)
ad-rwss-email: E-mail: eerwss_bpd@rediffmail.com, eerwss_bpd@ori.nic.in xyxy=(744,1055,906,1061)
table-cell: Tender Online RWC 09-18 xyxy=(437,1392,479,1427)
ad-cuttack-table xyxy=(370,1342,699,1427)
table-cell: 1 xyxy=(371,1381,437,1392)
table-row xyxy=(709,1121,941,1135)
column-header: Last Date & Time of seeking Tender clarification xyxy=(214,1333,264,1371)
brief-headline: ବ୍ୟବସାୟୀଙ୍କୁ ଧମକ ଦେବା ଘଟଣାରେ ଆଉ ୪ ଗିରଫ xyxy=(4,92,127,120)
ad-keonjhar-letter: Letter No. 1634 xyxy=(9,1282,54,1289)
table-cell: : From Rs.51.96 lakh to Rs.175.52 lakh (Approximately) xyxy=(96,1303,244,1309)
ad-crafts-2-body: "Kala-Bhoomi"- Odisha Crafts Museum has been established at Pokhariput, Sikhya Vihar, Bhubaneswar with an objective to preserve the rich craft heritage of the state. The Museum is established over 12.66 acres of land consisting of two blocks for display of artefacts. The Museum also has facilities like children play zone, open air theater, cafeteria, audio visual room, live demonstration of craft activities etc. It is proposed to develop Odisha Crafts Museum as a vibrant cultural space with voluntary public participation. Applications are invited from interested persons willing to volunteer in the Museum for activities such as guide services, public management, maintenance of the Museum etc. No monetary compensation will be given for volunteer work. However, due acknowledgment will be made by the organization for service provided. Interested persons may apply in the prescribed format by 15.06.2018 to Member Secretary, State Institute for Development of Arts & Crafts, Bhubaneswar. For details of application, format etc. please log into the website www.sidacodisha.org.in. Phone-2350318, e-mail-sidacorissa@gmail.com. Management reserves the right to accept/ reject any application without assigning any reason thereof. xyxy=(242,877,466,972)
ad-utkal-title: UTKAL UNIVERSITY OF CULTURE xyxy=(745,1230,908,1241)
nabalika-bottom-rule xyxy=(704,536,944,537)
table-cell: 2. Class of contractor xyxy=(369,1292,424,1298)
nabalika-dateline: ପାରଳାଖେମୁଣ୍ଡି,୨୭।୫(ସ୍ୱ.ପ୍ର.): xyxy=(708,192,818,201)
table-cell xyxy=(488,1292,703,1299)
